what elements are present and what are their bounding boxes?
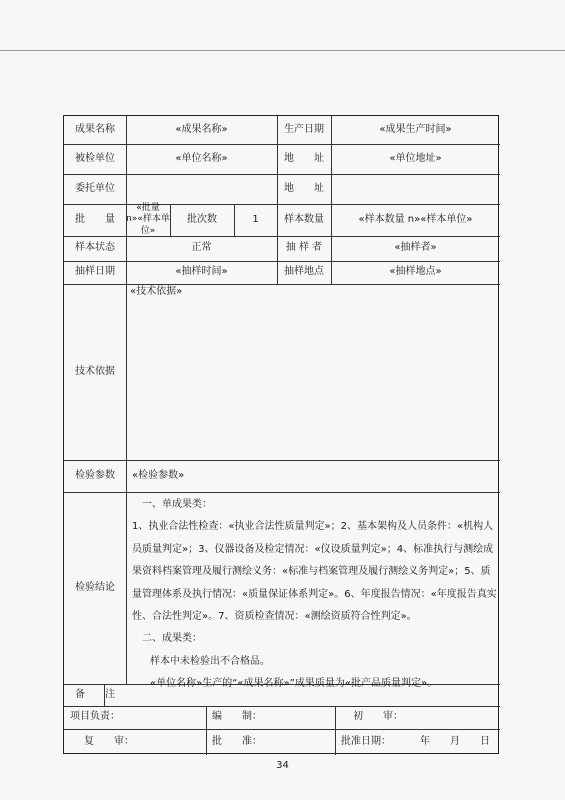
value-entrust-unit (126, 174, 277, 204)
label-first-review: 初 审： (353, 711, 403, 723)
value-sampling-date: «抽样时间» (175, 266, 228, 278)
label-entrust-unit: 委托单位 (75, 182, 115, 194)
value-technical-basis: «技术依据» (130, 286, 183, 297)
value-batch-count: 1 (252, 213, 259, 225)
inspection-report-form (63, 115, 499, 754)
label-project-lead: 项目负责： (70, 711, 120, 723)
label-address-2: 地 址 (284, 182, 324, 194)
label-address: 地 址 (284, 152, 324, 164)
label-sample-qty: 样本数量 (284, 213, 324, 225)
value-name: «成果名称» (175, 123, 228, 135)
page-number: 34 (276, 760, 289, 771)
label-review: 复 审： (84, 735, 134, 747)
value-sample-qty: «样本数量 n»«样本单位» (358, 213, 473, 225)
label-conclusion: 检验结论 (75, 581, 115, 593)
value-production-date: «成果生产时间» (379, 123, 452, 135)
label-inspected-unit: 被检单位 (75, 152, 115, 164)
conclusion-text (132, 494, 498, 696)
label-production-date: 生产日期 (284, 123, 324, 135)
label-sampling-date: 抽样日期 (75, 266, 115, 278)
value-batch: «批量 n»«样本单位» (126, 203, 170, 236)
label-batch: 批 量 (75, 213, 115, 225)
conclusion-section-2: 二、成果类： (142, 633, 202, 645)
label-remarks: 备 注 (75, 688, 115, 700)
value-inspected-unit: «单位名称» (175, 152, 228, 164)
label-day: 日 (480, 735, 490, 747)
label-sample-state: 样本状态 (75, 242, 115, 254)
label-sampler: 抽 样 者 (285, 242, 323, 254)
top-rule (0, 50, 565, 51)
label-editor: 编 制： (212, 711, 262, 723)
label-inspection-params: 检验参数 (75, 469, 115, 481)
label-approve-date: 批准日期： (341, 735, 391, 747)
conclusion-line-2: «单位名称»生产的“«成果名称»”成果质量为«批产品质量判定»。 (150, 678, 438, 690)
label-sampling-place: 抽样地点 (284, 266, 324, 278)
conclusion-section-1: 一、单成果类： (142, 499, 212, 510)
conclusion-body-1: 1、执业合法性检查：«执业合法性质量判定»；2、基本架构及人员条件：«机构人员质量判定»；3、仪器设备及检定情况：«仪设质量判定»；4、标准执行与测绘成果资料档案管理及履行测绘义务：«标准与档案管理及履行测绘义务判定»；5、质量管理体系及执行情况：«质量保证体系判定»。6、年度报告情况：«年度报告真实性、合法性判定»。7、资质检查情况：«测绘资质符合性判定»。 (132, 521, 497, 623)
value-remarks (126, 684, 500, 706)
value-sample-state: 正常 (191, 242, 212, 254)
value-address-2 (331, 174, 500, 204)
value-sampler: «抽样者» (394, 242, 437, 254)
conclusion-line-1: 样本中未检验出不合格品。 (150, 655, 270, 667)
label-approve: 批 准： (212, 735, 262, 747)
label-batch-count: 批次数 (187, 213, 217, 225)
value-address: «单位地址» (389, 152, 442, 164)
label-month: 月 (450, 735, 460, 747)
label-technical-basis: 技术依据 (75, 365, 115, 377)
label-year: 年 (420, 735, 430, 747)
label-name: 成果名称 (75, 123, 115, 135)
value-sampling-place: «抽样地点» (389, 266, 442, 278)
value-inspection-params: «检验参数» (132, 469, 185, 481)
